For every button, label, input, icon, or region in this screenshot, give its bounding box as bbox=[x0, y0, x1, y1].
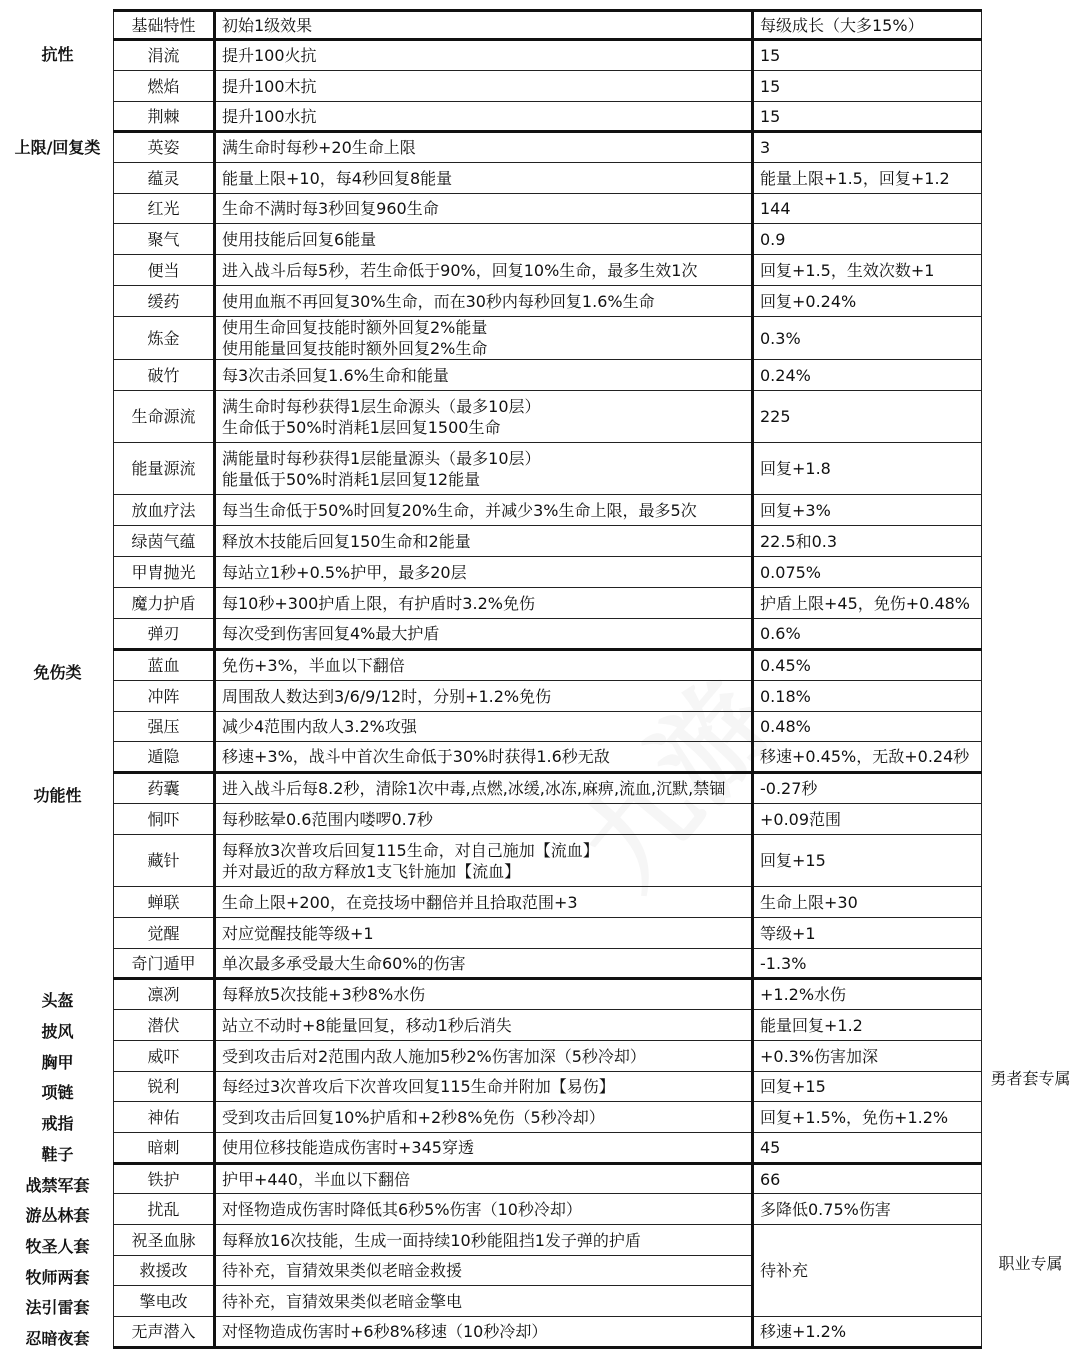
table-row bbox=[114, 1317, 982, 1348]
trait-effect: 受到攻击后对2范围内敌人施加5秒2%伤害加深（5秒冷却） bbox=[215, 1041, 753, 1072]
trait-growth: 15 bbox=[753, 102, 982, 132]
trait-name: 威吓 bbox=[114, 1041, 215, 1072]
trait-name: 锐利 bbox=[114, 1072, 215, 1102]
trait-growth: 0.9 bbox=[753, 224, 982, 255]
trait-effect: 提升100木抗 bbox=[215, 71, 753, 102]
trait-name: 能量源流 bbox=[114, 443, 215, 495]
trait-growth: 144 bbox=[753, 194, 982, 224]
trait-growth: 15 bbox=[753, 40, 982, 71]
trait-effect: 能量上限+10，每4秒回复8能量 bbox=[215, 163, 753, 194]
category-label: 戒指 bbox=[41, 1114, 74, 1133]
table-row bbox=[114, 71, 982, 102]
trait-growth: 3 bbox=[753, 132, 982, 163]
trait-growth: 22.5和0.3 bbox=[753, 526, 982, 557]
trait-name: 恫吓 bbox=[114, 804, 215, 835]
trait-effect: 减少4范围内敌人3.2%攻强 bbox=[215, 712, 753, 742]
trait-effect: 护甲+440，半血以下翻倍 bbox=[215, 1164, 753, 1194]
header-trait: 基础特性 bbox=[114, 11, 215, 40]
trait-growth: 多降低0.75%伤害 bbox=[753, 1194, 982, 1225]
trait-name: 甲胄抛光 bbox=[114, 557, 215, 588]
traits-table bbox=[113, 9, 982, 1349]
category-label: 鞋子 bbox=[41, 1145, 74, 1164]
trait-name: 蝉联 bbox=[114, 887, 215, 918]
category-label: 免伤类 bbox=[33, 663, 82, 682]
trait-effect: 受到攻击后回复10%护盾和+2秒8%免伤（5秒冷却） bbox=[215, 1102, 753, 1133]
trait-growth: 回复+15 bbox=[753, 1072, 982, 1102]
table-row bbox=[114, 224, 982, 255]
trait-effect: 对怪物造成伤害时+6秒8%移速（10秒冷却） bbox=[215, 1317, 753, 1348]
table-row bbox=[114, 588, 982, 619]
table-row bbox=[114, 495, 982, 526]
trait-name: 扰乱 bbox=[114, 1194, 215, 1225]
trait-effect: 提升100火抗 bbox=[215, 40, 753, 71]
table-row bbox=[114, 887, 982, 918]
trait-name: 聚气 bbox=[114, 224, 215, 255]
category-label: 战禁军套 bbox=[25, 1176, 90, 1195]
trait-name: 燃焰 bbox=[114, 71, 215, 102]
trait-growth: -1.3% bbox=[753, 949, 982, 979]
trait-growth: 66 bbox=[753, 1164, 982, 1194]
trait-growth: 回复+0.24% bbox=[753, 286, 982, 317]
trait-effect: 单次最多承受最大生命60%的伤害 bbox=[215, 949, 753, 979]
table-row bbox=[114, 317, 982, 360]
trait-growth: -0.27秒 bbox=[753, 773, 982, 804]
category-label: 头盔 bbox=[41, 991, 74, 1010]
trait-growth: 0.3% bbox=[753, 317, 982, 360]
trait-name: 英姿 bbox=[114, 132, 215, 163]
trait-name: 涓流 bbox=[114, 40, 215, 71]
trait-effect: 满能量时每秒获得1层能量源头（最多10层） 能量低于50%时消耗1层回复12能量 bbox=[215, 443, 753, 495]
trait-growth: 0.24% bbox=[753, 360, 982, 391]
trait-effect: 每释放16次技能，生成一面持续10秒能阻挡1发子弹的护盾 bbox=[215, 1225, 753, 1256]
trait-effect: 每秒眩晕0.6范围内喽啰0.7秒 bbox=[215, 804, 753, 835]
trait-effect: 释放木技能后回复150生命和2能量 bbox=[215, 526, 753, 557]
table-row bbox=[114, 835, 982, 887]
trait-effect: 每经过3次普攻后下次普攻回复115生命并附加【易伤】 bbox=[215, 1072, 753, 1102]
trait-name: 奇门遁甲 bbox=[114, 949, 215, 979]
trait-name: 魔力护盾 bbox=[114, 588, 215, 619]
trait-growth: 护盾上限+45，免伤+0.48% bbox=[753, 588, 982, 619]
trait-name: 蓝血 bbox=[114, 650, 215, 681]
trait-name: 藏针 bbox=[114, 835, 215, 887]
trait-name: 绿茵气蕴 bbox=[114, 526, 215, 557]
trait-effect: 待补充，盲猜效果类似老暗金擎电 bbox=[215, 1286, 753, 1317]
trait-effect: 使用血瓶不再回复30%生命，而在30秒内每秒回复1.6%生命 bbox=[215, 286, 753, 317]
table-row bbox=[114, 650, 982, 681]
trait-growth: 0.18% bbox=[753, 681, 982, 712]
trait-growth: 回复+3% bbox=[753, 495, 982, 526]
trait-growth: 0.48% bbox=[753, 712, 982, 742]
trait-effect: 待补充，盲猜效果类似老暗金救援 bbox=[215, 1256, 753, 1286]
category-label: 上限/回复类 bbox=[14, 138, 101, 157]
table-row bbox=[114, 1010, 982, 1041]
category-label: 忍暗夜套 bbox=[25, 1329, 90, 1348]
trait-name: 擎电改 bbox=[114, 1286, 215, 1317]
table-row bbox=[114, 742, 982, 773]
trait-effect: 提升100水抗 bbox=[215, 102, 753, 132]
trait-name: 救援改 bbox=[114, 1256, 215, 1286]
trait-name: 潜伏 bbox=[114, 1010, 215, 1041]
table-row bbox=[114, 1041, 982, 1072]
table-row bbox=[114, 773, 982, 804]
category-label: 项链 bbox=[41, 1083, 74, 1102]
side-label-class-set: 职业专属 bbox=[998, 1254, 1063, 1273]
header-growth: 每级成长（大多15%） bbox=[753, 11, 982, 40]
table-row bbox=[114, 804, 982, 835]
trait-effect: 使用位移技能造成伤害时+345穿透 bbox=[215, 1133, 753, 1164]
trait-effect: 满生命时每秒获得1层生命源头（最多10层） 生命低于50%时消耗1层回复1500生命 bbox=[215, 391, 753, 443]
table-row bbox=[114, 712, 982, 742]
trait-growth: 15 bbox=[753, 71, 982, 102]
trait-name: 缓药 bbox=[114, 286, 215, 317]
trait-name: 冲阵 bbox=[114, 681, 215, 712]
trait-effect: 每释放5次技能+3秒8%水伤 bbox=[215, 979, 753, 1010]
table-row bbox=[114, 443, 982, 495]
trait-name: 红光 bbox=[114, 194, 215, 224]
table-row bbox=[114, 1225, 982, 1256]
trait-name: 弹刃 bbox=[114, 619, 215, 650]
table-row bbox=[114, 557, 982, 588]
trait-growth: +1.2%水伤 bbox=[753, 979, 982, 1010]
trait-name: 便当 bbox=[114, 255, 215, 286]
trait-effect: 进入战斗后每8.2秒，清除1次中毒,点燃,冰缓,冰冻,麻痹,流血,沉默,禁锢 bbox=[215, 773, 753, 804]
trait-name: 强压 bbox=[114, 712, 215, 742]
trait-name: 铁护 bbox=[114, 1164, 215, 1194]
trait-growth: 0.6% bbox=[753, 619, 982, 650]
table-row bbox=[114, 1102, 982, 1133]
table-row bbox=[114, 979, 982, 1010]
trait-growth: 回复+15 bbox=[753, 835, 982, 887]
trait-name: 无声潜入 bbox=[114, 1317, 215, 1348]
trait-growth: +0.3%伤害加深 bbox=[753, 1041, 982, 1072]
table-row bbox=[114, 1133, 982, 1164]
table-row bbox=[114, 949, 982, 979]
trait-growth: 生命上限+30 bbox=[753, 887, 982, 918]
category-label: 牧圣人套 bbox=[25, 1237, 90, 1256]
table-row bbox=[114, 1194, 982, 1225]
trait-effect: 每当生命低于50%时回复20%生命，并减少3%生命上限，最多5次 bbox=[215, 495, 753, 526]
table-row bbox=[114, 681, 982, 712]
trait-name: 蕴灵 bbox=[114, 163, 215, 194]
category-label: 抗性 bbox=[41, 45, 74, 64]
trait-effect: 每10秒+300护盾上限，有护盾时3.2%免伤 bbox=[215, 588, 753, 619]
trait-effect: 满生命时每秒+20生命上限 bbox=[215, 132, 753, 163]
table-row bbox=[114, 619, 982, 650]
table-row bbox=[114, 194, 982, 224]
trait-growth: 移速+0.45%，无敌+0.24秒 bbox=[753, 742, 982, 773]
category-label: 游丛林套 bbox=[25, 1206, 90, 1225]
table-row bbox=[114, 255, 982, 286]
trait-name: 药囊 bbox=[114, 773, 215, 804]
table-row bbox=[114, 40, 982, 71]
table-row bbox=[114, 163, 982, 194]
trait-effect: 每3次击杀回复1.6%生命和能量 bbox=[215, 360, 753, 391]
table-row bbox=[114, 1164, 982, 1194]
table-row bbox=[114, 286, 982, 317]
table-row bbox=[114, 102, 982, 132]
table-row bbox=[114, 918, 982, 949]
category-label: 披风 bbox=[41, 1022, 74, 1041]
trait-growth: 回复+1.5，生效次数+1 bbox=[753, 255, 982, 286]
table-row bbox=[114, 391, 982, 443]
trait-effect: 使用技能后回复6能量 bbox=[215, 224, 753, 255]
trait-growth: 等级+1 bbox=[753, 918, 982, 949]
table-row bbox=[114, 132, 982, 163]
trait-name: 神佑 bbox=[114, 1102, 215, 1133]
trait-effect: 移速+3%，战斗中首次生命低于30%时获得1.6秒无敌 bbox=[215, 742, 753, 773]
trait-effect: 生命上限+200，在竞技场中翻倍并且拾取范围+3 bbox=[215, 887, 753, 918]
trait-name: 暗刺 bbox=[114, 1133, 215, 1164]
trait-growth: 能量回复+1.2 bbox=[753, 1010, 982, 1041]
trait-growth: +0.09范围 bbox=[753, 804, 982, 835]
table-row bbox=[114, 1072, 982, 1102]
trait-growth: 0.45% bbox=[753, 650, 982, 681]
trait-name: 觉醒 bbox=[114, 918, 215, 949]
trait-growth: 45 bbox=[753, 1133, 982, 1164]
trait-effect: 对应觉醒技能等级+1 bbox=[215, 918, 753, 949]
trait-effect: 对怪物造成伤害时降低其6秒5%伤害（10秒冷却） bbox=[215, 1194, 753, 1225]
trait-name: 凛冽 bbox=[114, 979, 215, 1010]
trait-name: 炼金 bbox=[114, 317, 215, 360]
trait-effect: 生命不满时每3秒回复960生命 bbox=[215, 194, 753, 224]
trait-growth: 回复+1.8 bbox=[753, 443, 982, 495]
trait-growth: 225 bbox=[753, 391, 982, 443]
header-row bbox=[114, 11, 982, 40]
trait-name: 遁隐 bbox=[114, 742, 215, 773]
category-label: 牧师两套 bbox=[25, 1268, 90, 1287]
table-row bbox=[114, 526, 982, 557]
trait-name: 生命源流 bbox=[114, 391, 215, 443]
category-label: 法引雷套 bbox=[25, 1298, 90, 1317]
trait-effect: 免伤+3%，半血以下翻倍 bbox=[215, 650, 753, 681]
trait-effect: 每释放3次普攻后回复115生命，对自己施加【流血】 并对最近的敌方释放1支飞针施加【流血】 bbox=[215, 835, 753, 887]
trait-effect: 每次受到伤害回复4%最大护盾 bbox=[215, 619, 753, 650]
table-row bbox=[114, 360, 982, 391]
trait-effect: 周围敌人数达到3/6/9/12时，分别+1.2%免伤 bbox=[215, 681, 753, 712]
trait-growth: 回复+1.5%，免伤+1.2% bbox=[753, 1102, 982, 1133]
trait-name: 荆棘 bbox=[114, 102, 215, 132]
category-label: 胸甲 bbox=[41, 1053, 74, 1072]
trait-name: 破竹 bbox=[114, 360, 215, 391]
trait-effect: 进入战斗后每5秒，若生命低于90%，回复10%生命，最多生效1次 bbox=[215, 255, 753, 286]
trait-name: 放血疗法 bbox=[114, 495, 215, 526]
trait-effect: 每站立1秒+0.5%护甲，最多20层 bbox=[215, 557, 753, 588]
trait-name: 祝圣血脉 bbox=[114, 1225, 215, 1256]
trait-growth: 能量上限+1.5，回复+1.2 bbox=[753, 163, 982, 194]
trait-growth: 0.075% bbox=[753, 557, 982, 588]
trait-effect: 站立不动时+8能量回复，移动1秒后消失 bbox=[215, 1010, 753, 1041]
trait-growth: 移速+1.2% bbox=[753, 1317, 982, 1348]
header-effect: 初始1级效果 bbox=[215, 11, 753, 40]
trait-effect: 使用生命回复技能时额外回复2%能量 使用能量回复技能时额外回复2%生命 bbox=[215, 317, 753, 360]
side-label-hero-set: 勇者套专属 bbox=[990, 1069, 1071, 1088]
trait-growth: 待补充 bbox=[753, 1225, 982, 1317]
category-label: 功能性 bbox=[33, 786, 82, 805]
